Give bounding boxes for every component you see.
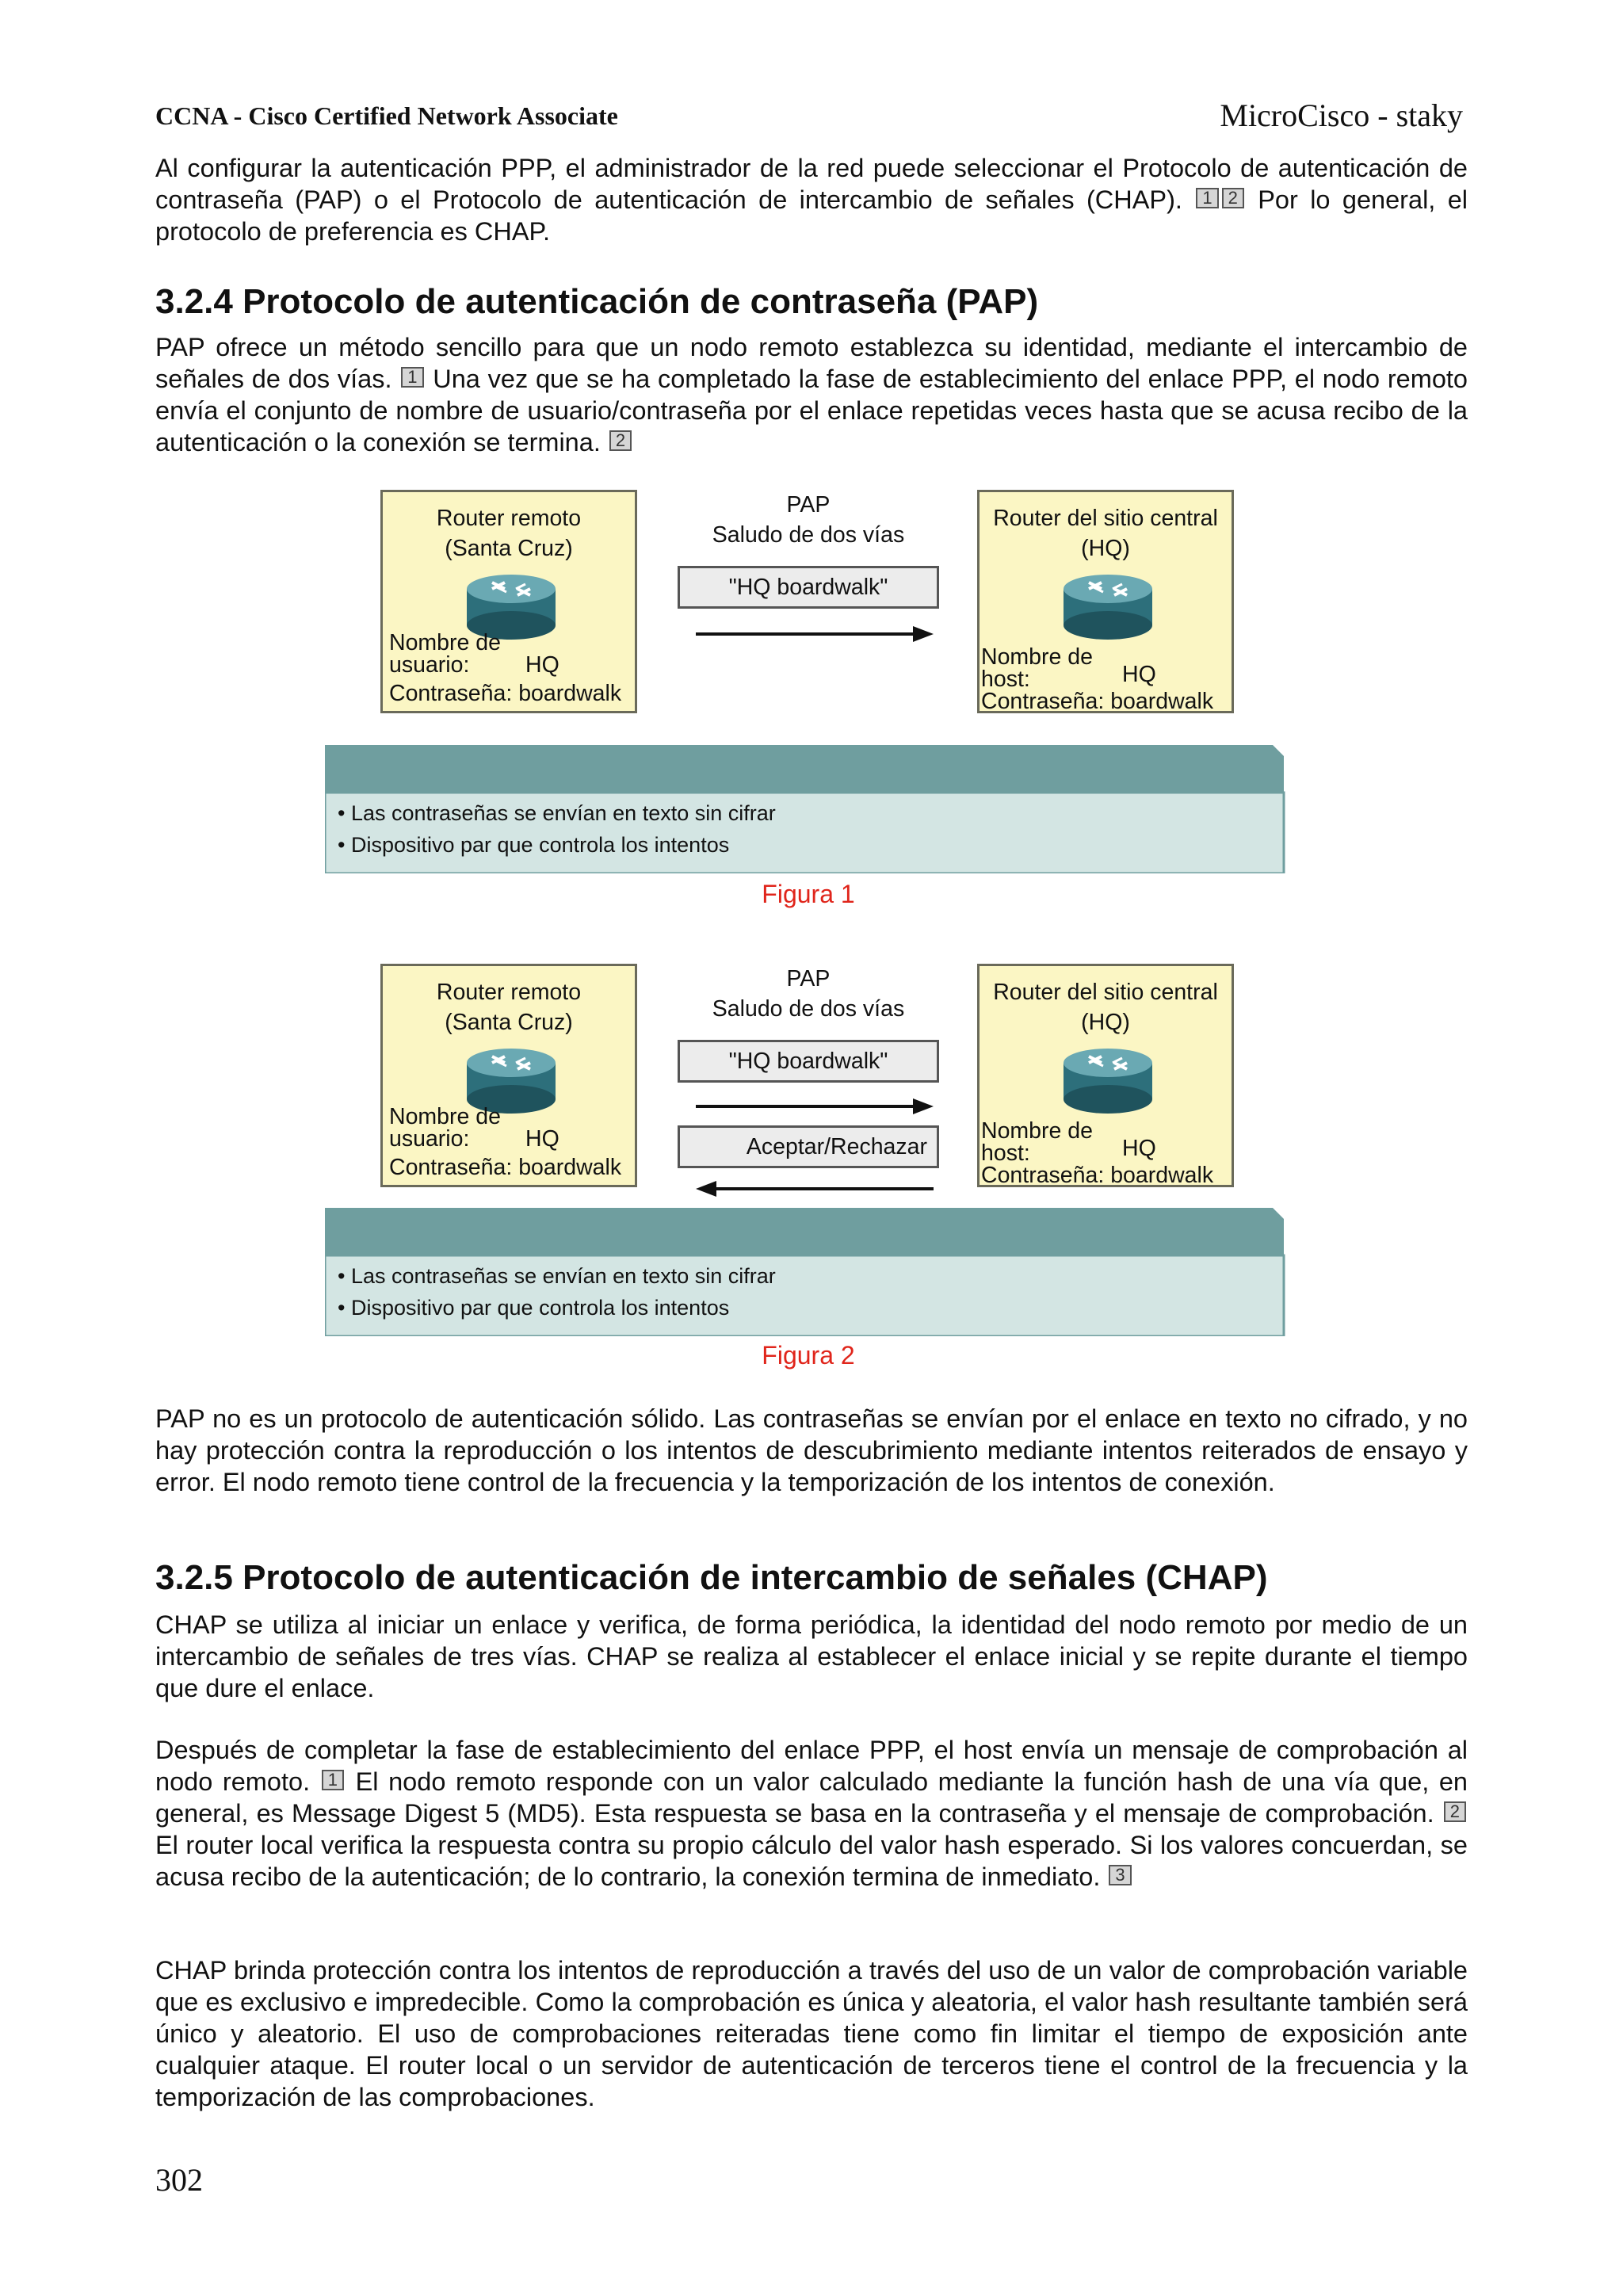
chap-p2-text-b: El nodo remoto responde con un valor calculado mediante la función hash de una vía que, en general, es Message Digest 5 (MD5). Esta respuesta se basa en la contraseña y el mensaje de comprobación.: [155, 1767, 1468, 1828]
remote-router-box: [380, 490, 637, 713]
remote-username-label: Nombre de usuario:: [389, 1104, 501, 1152]
chap-paragraph-2: [155, 1734, 1468, 1893]
note-item-1: • Las contraseñas se envían en texto sin cifrar: [338, 801, 776, 825]
central-hostname-value: HQ: [1122, 662, 1156, 687]
remote-username-value: HQ: [525, 652, 559, 678]
remote-password: Contraseña: boardwalk: [389, 681, 622, 706]
arrow-right-icon: [696, 625, 934, 644]
figure-ref-1[interactable]: 1: [1196, 188, 1218, 208]
accept-reject-message: Aceptar/Rechazar: [678, 1125, 939, 1168]
note-item-1: • Las contraseñas se envían en texto sin cifrar: [338, 1264, 776, 1288]
remote-router-box: [380, 964, 637, 1187]
figure-caption-2: Figura 2: [762, 1341, 855, 1370]
figure-ref-2[interactable]: 2: [1444, 1801, 1466, 1822]
router-icon: [1062, 1045, 1154, 1115]
running-header-title: CCNA - Cisco Certified Network Associate: [155, 101, 618, 130]
figure-ref-1[interactable]: 1: [401, 367, 423, 388]
figure-ref-3[interactable]: 3: [1109, 1865, 1131, 1885]
running-header-author: MicroCisco - staky: [1220, 97, 1463, 133]
figure-2: [325, 964, 1292, 1376]
remote-router-title: Router remoto (Santa Cruz): [436, 980, 582, 1035]
chap-paragraph-3: CHAP brinda protección contra los intentos de reproducción a través del uso de un valor de comprobación variable que es exclusivo e impredecible. Como la comprobación es única y aleatoria, el valor hash resultante también será único y aleatorio. El uso de comprobaciones reiteradas tiene como fin limitar el tiempo de exposición ante cualquier ataque. El router local o un servidor de autenticación de terceros tiene el control de la frecuencia y la temporización de las comprobaciones.: [155, 1956, 1468, 2111]
figure-ref-1[interactable]: 1: [322, 1770, 344, 1790]
remote-router-title: Router remoto (Santa Cruz): [436, 506, 582, 561]
central-router-box: [977, 964, 1234, 1187]
router-icon: [1062, 571, 1154, 641]
remote-password: Contraseña: boardwalk: [389, 1155, 622, 1180]
figure-ref-2[interactable]: 2: [1222, 188, 1244, 208]
chap-heading: 3.2.5 Protocolo de autenticación de intercambio de señales (CHAP): [155, 1558, 1268, 1597]
central-password: Contraseña: boardwalk: [981, 1163, 1214, 1188]
pap-p1-text-a: PAP ofrece un método sencillo para que un nodo remoto establezca su identidad, mediante el intercambio de señales de dos vías.: [155, 333, 1468, 393]
pap-handshake-title: PAP Saludo de dos vías: [712, 492, 905, 548]
pap-handshake-title: PAP Saludo de dos vías: [712, 966, 905, 1022]
central-hostname-value: HQ: [1122, 1136, 1156, 1161]
intro-paragraph: [155, 152, 1468, 247]
remote-username-label: Nombre de usuario:: [389, 630, 501, 678]
intro-text: Al configurar la autenticación PPP, el administrador de la red puede seleccionar el Protocolo de autenticación de contraseña (PAP) o el Protocolo de autenticación de intercambio de señales (CHAP).: [155, 154, 1468, 214]
pap-p1-text-b: Una vez que se ha completado la fase de establecimiento del enlace PPP, el nodo remoto envía el conjunto de nombre de usuario/contraseña por el enlace repetidas veces hasta que se acusa recibo de la autenticación o la conexión se termina.: [155, 365, 1468, 457]
central-hostname-label: Nombre de host:: [981, 644, 1093, 692]
central-router-title: Router del sitio central (HQ): [993, 506, 1218, 561]
note-item-2: • Dispositivo par que controla los intentos: [338, 833, 730, 857]
central-password: Contraseña: boardwalk: [981, 689, 1214, 714]
pap-paragraph-2: PAP no es un protocolo de autenticación sólido. Las contraseñas se envían por el enlace en texto no cifrado, y no hay protección contra la reproducción o los intentos de descubrimiento mediante intentos reiterados de ensayo y error. El nodo remoto tiene control de la frecuencia y la temporización de los intentos de conexión.: [155, 1404, 1468, 1496]
pap-paragraph-1: [155, 331, 1468, 458]
figure-ref-2[interactable]: 2: [609, 430, 632, 451]
remote-username-value: HQ: [525, 1126, 559, 1152]
arrow-left-icon: [696, 1179, 934, 1198]
figure-caption-1: Figura 1: [762, 880, 855, 908]
chap-p2-text-a: Después de completar la fase de establecimiento del enlace PPP, el host envía un mensaje de comprobación al nodo remoto.: [155, 1736, 1468, 1796]
central-hostname-label: Nombre de host:: [981, 1118, 1093, 1166]
chap-p2-text-c: El router local verifica la respuesta contra su propio cálculo del valor hash esperado. Si los valores concuerdan, se acusa recibo de la autenticación; de lo contrario, la conexión termina de inmediato.: [155, 1831, 1468, 1891]
credentials-message: "HQ boardwalk": [678, 566, 939, 609]
central-router-title: Router del sitio central (HQ): [993, 980, 1218, 1035]
page-number: 302: [155, 2162, 203, 2198]
pap-heading: 3.2.4 Protocolo de autenticación de contraseña (PAP): [155, 282, 1039, 321]
chap-paragraph-1: CHAP se utiliza al iniciar un enlace y verifica, de forma periódica, la identidad del nodo remoto por medio de un intercambio de señales de tres vías. CHAP se realiza al establecer el enlace inicial y se repite durante el tiempo que dure el enlace.: [155, 1610, 1468, 1702]
credentials-message: "HQ boardwalk": [678, 1040, 939, 1083]
figure-1: [325, 490, 1292, 918]
arrow-right-icon: [696, 1097, 934, 1116]
intro-text-2: Por lo general, el protocolo de preferencia es CHAP.: [155, 185, 1468, 246]
central-router-box: [977, 490, 1234, 713]
note-item-2: • Dispositivo par que controla los intentos: [338, 1296, 730, 1320]
